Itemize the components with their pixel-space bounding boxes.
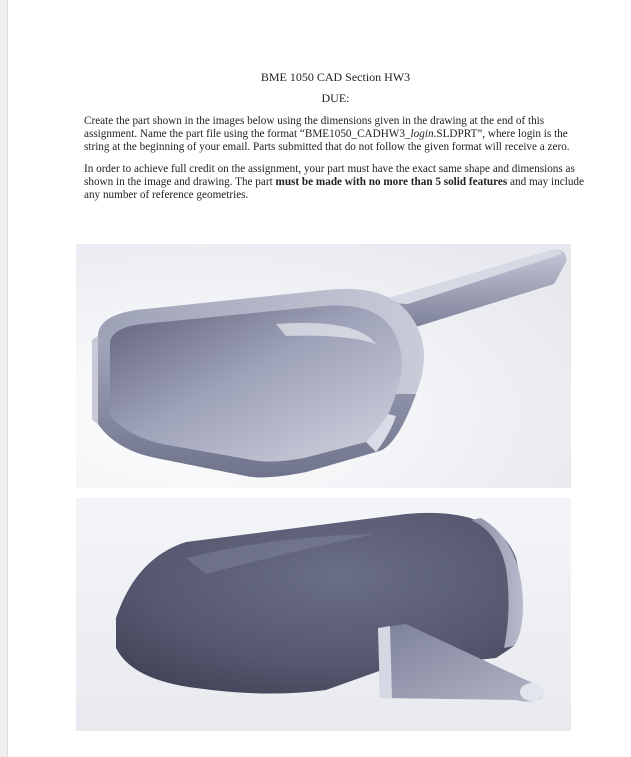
scoop-bottom-view-render [76,498,571,731]
requirements-text-start: In order to achieve full credit on the assignment, your part must have the exact same shape and dimensions as shown in the image and drawing. The part [84,163,575,188]
instructions-text-end: .SLDPRT”, where login is the string at the beginning of your email. Parts submitted that do not follow the given format will receive a zero. [84,128,570,153]
scoop-top-view-render [76,244,571,488]
requirements-text-end: and may include any number of reference geometries. [84,176,584,201]
viewer-side-strip [0,0,8,757]
requirements-bold: must be made with no more than 5 solid features [275,176,508,188]
assignment-title: BME 1050 CAD Section HW3 [260,70,411,84]
instructions-paragraph [84,115,587,154]
scoop-top-view-image [76,244,571,488]
assignment-text [84,70,587,202]
instructions-italic-login: login [410,128,434,140]
requirements-paragraph [84,163,587,202]
instructions-text-start: Create the part shown in the images below using the dimensions given in the drawing at the end of this assignment. Name the part file using the format “BME1050_CADHW3_ [84,115,545,140]
scoop-bottom-view-image [76,498,571,731]
due-line: DUE: [321,91,350,105]
